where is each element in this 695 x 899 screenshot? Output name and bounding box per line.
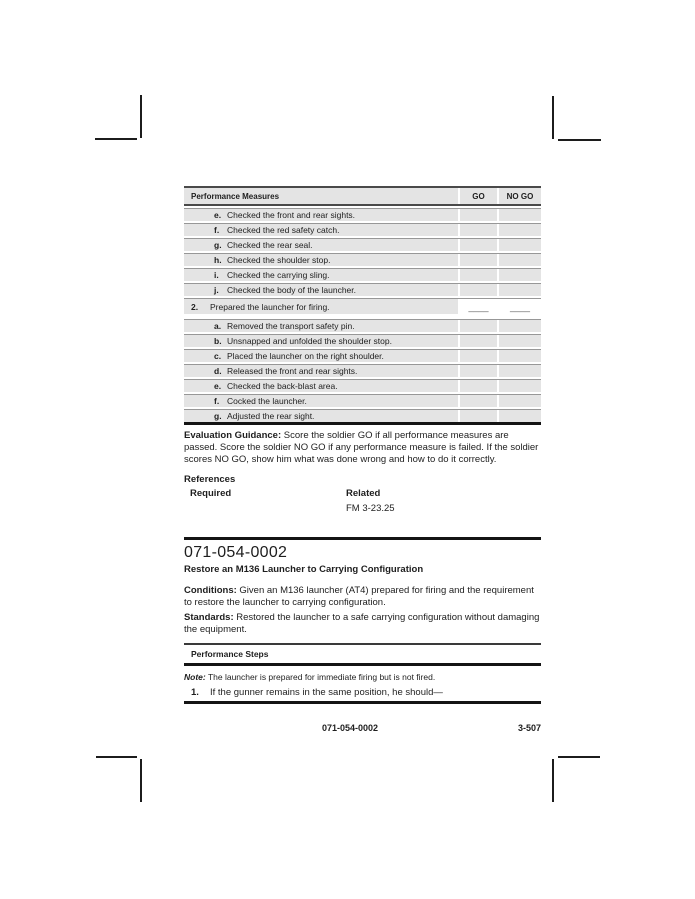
no-go-cell xyxy=(497,254,541,266)
references-related-column xyxy=(346,488,541,515)
measure-cell xyxy=(184,255,458,265)
measure-text: Checked the front and rear sights. xyxy=(227,210,356,220)
conditions-text: Given an M136 launcher (AT4) prepared for firing and the requirement to restore the launcher to carrying configuration. xyxy=(184,585,534,608)
section-divider-rule xyxy=(184,537,541,540)
no-go-cell xyxy=(497,320,541,332)
note-line xyxy=(184,672,541,683)
measure-cell xyxy=(184,396,458,406)
measure-cell xyxy=(184,240,458,250)
table-row xyxy=(184,253,541,266)
no-go-cell xyxy=(497,410,541,422)
measure-text: Checked the rear seal. xyxy=(227,240,313,250)
header-go: GO xyxy=(458,188,497,204)
measure-label: f. xyxy=(214,396,220,406)
go-cell xyxy=(458,209,497,221)
table-row xyxy=(184,379,541,392)
table-row xyxy=(184,208,541,221)
conditions-label: Conditions: xyxy=(184,585,237,596)
measure-text: Cocked the launcher. xyxy=(227,396,307,406)
task-number-heading: 071-054-0002 xyxy=(184,544,288,561)
go-cell xyxy=(458,335,497,347)
evaluation-guidance xyxy=(184,430,541,466)
performance-measures-table xyxy=(184,186,541,425)
references-related-item: FM 3-23.25 xyxy=(346,503,395,514)
references-columns xyxy=(184,488,541,515)
table-row xyxy=(184,409,541,422)
measure-label: f. xyxy=(214,225,220,235)
measure-label: h. xyxy=(214,255,222,265)
measure-label: c. xyxy=(214,351,222,361)
measure-cell xyxy=(184,302,458,312)
note-text: The launcher is prepared for immediate firing but is not fired. xyxy=(207,672,436,682)
page-footer xyxy=(184,723,541,735)
references-title: References xyxy=(184,474,236,485)
footer-page-number: 3-507 xyxy=(517,723,541,733)
measure-label: j. xyxy=(214,285,219,295)
go-cell xyxy=(458,239,497,251)
table-row xyxy=(184,268,541,281)
measure-label: a. xyxy=(214,321,222,331)
go-cell: ____ xyxy=(458,299,497,314)
crop-mark-bottom-left-horizontal xyxy=(96,756,137,758)
no-go-cell xyxy=(497,350,541,362)
go-cell xyxy=(458,320,497,332)
go-cell xyxy=(458,395,497,407)
table-row xyxy=(184,298,541,314)
crop-mark-top-right-horizontal xyxy=(558,139,601,141)
go-cell xyxy=(458,350,497,362)
measure-label: g. xyxy=(214,240,222,250)
table-row xyxy=(184,349,541,362)
standards-paragraph xyxy=(184,612,541,636)
table-row xyxy=(184,394,541,407)
measure-text: Checked the carrying sling. xyxy=(227,270,330,280)
standards-text: Restored the launcher to a safe carrying configuration without damaging the equipment. xyxy=(184,612,540,635)
step-label: 1. xyxy=(191,687,199,698)
table-row xyxy=(184,319,541,332)
measure-label: e. xyxy=(214,381,222,391)
no-go-cell xyxy=(497,380,541,392)
measure-label: g. xyxy=(214,411,222,421)
measure-text: Checked the body of the launcher. xyxy=(227,285,357,295)
measure-text: Removed the transport safety pin. xyxy=(227,321,355,331)
no-go-cell xyxy=(497,209,541,221)
no-go-cell: ____ xyxy=(497,299,541,314)
go-cell xyxy=(458,284,497,296)
performance-steps-header: Performance Steps xyxy=(184,643,541,666)
measure-cell xyxy=(184,321,458,331)
no-go-cell xyxy=(497,239,541,251)
measure-text: Placed the launcher on the right shoulder. xyxy=(227,351,384,361)
step-row-1 xyxy=(184,687,541,704)
measure-text: Prepared the launcher for firing. xyxy=(210,301,330,312)
no-go-cell xyxy=(497,395,541,407)
measure-text: Checked the back-blast area. xyxy=(227,381,338,391)
crop-mark-top-right-vertical xyxy=(552,96,554,139)
no-go-cell xyxy=(497,284,541,296)
go-cell xyxy=(458,410,497,422)
header-no-go: NO GO xyxy=(497,188,541,204)
table-row xyxy=(184,223,541,236)
crop-mark-top-left-vertical xyxy=(140,95,142,138)
measure-text: Adjusted the rear sight. xyxy=(227,411,315,421)
note-label: Note: xyxy=(184,672,206,682)
standards-label: Standards: xyxy=(184,612,234,623)
step-text: If the gunner remains in the same position, he should— xyxy=(210,687,443,698)
no-go-cell xyxy=(497,335,541,347)
task-title: Restore an M136 Launcher to Carrying Configuration xyxy=(184,564,424,575)
table-row xyxy=(184,283,541,296)
table-row xyxy=(184,334,541,347)
crop-mark-bottom-left-vertical xyxy=(140,759,142,802)
measure-cell xyxy=(184,285,458,295)
go-cell xyxy=(458,269,497,281)
go-cell xyxy=(458,380,497,392)
measure-label: d. xyxy=(214,366,222,376)
table-row xyxy=(184,364,541,377)
measure-cell xyxy=(184,336,458,346)
measure-cell xyxy=(184,210,458,220)
measure-text: Unsnapped and unfolded the shoulder stop. xyxy=(227,336,392,346)
measure-cell xyxy=(184,381,458,391)
measure-label: e. xyxy=(214,210,222,220)
references-required-label: Required xyxy=(190,488,232,499)
go-cell xyxy=(458,224,497,236)
go-cell xyxy=(458,254,497,266)
crop-mark-bottom-right-vertical xyxy=(552,759,554,802)
measure-text: Released the front and rear sights. xyxy=(227,366,358,376)
table-header-row xyxy=(184,186,541,206)
crop-mark-top-left-horizontal xyxy=(95,138,137,140)
references-related-label: Related xyxy=(346,488,381,499)
evaluation-guidance-text: Score the soldier GO if all performance measures are passed. Score the soldier NO GO if any performance measure is failed. If the soldier scores NO GO, show him what was done wrong and how to do it correctly. xyxy=(184,430,539,465)
conditions-paragraph xyxy=(184,585,541,609)
crop-mark-bottom-right-horizontal xyxy=(558,756,600,758)
measure-label: i. xyxy=(214,270,219,280)
measure-cell xyxy=(184,411,458,421)
measure-cell xyxy=(184,225,458,235)
measure-cell xyxy=(184,366,458,376)
table-row xyxy=(184,238,541,251)
header-measures: Performance Measures xyxy=(191,191,280,201)
footer-task-number: 071-054-0002 xyxy=(321,723,379,733)
measure-label: b. xyxy=(214,336,222,346)
no-go-cell xyxy=(497,224,541,236)
measure-label: 2. xyxy=(191,301,199,312)
measure-cell xyxy=(184,351,458,361)
measure-text: Checked the red safety catch. xyxy=(227,225,340,235)
evaluation-guidance-label: Evaluation Guidance: xyxy=(184,430,282,441)
measure-cell xyxy=(184,270,458,280)
no-go-cell xyxy=(497,365,541,377)
no-go-cell xyxy=(497,269,541,281)
measure-text: Checked the shoulder stop. xyxy=(227,255,331,265)
page-content xyxy=(184,186,541,704)
go-cell xyxy=(458,365,497,377)
